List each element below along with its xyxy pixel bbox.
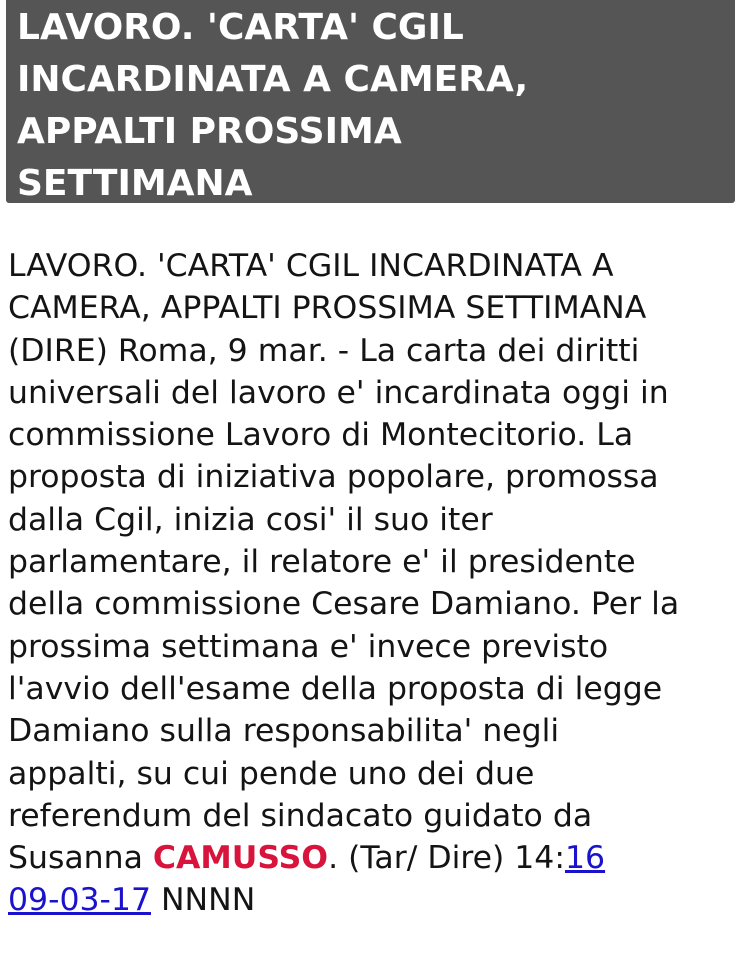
article-line: parlamentare, il relatore e' il presidente <box>8 544 636 581</box>
closing-tail: NNNN <box>150 882 256 919</box>
article-line: dalla Cgil, inizia cosi' il suo iter <box>8 501 493 538</box>
article-line: appalti, su cui pende uno dei due <box>8 755 535 792</box>
article-line: l'avvio dell'esame della proposta di legge <box>8 670 663 707</box>
headline-title <box>17 2 727 210</box>
article-line: prossima settimana e' invece previsto <box>8 628 609 665</box>
closing-text: Susanna <box>8 840 153 877</box>
closing-text: . (Tar/ Dire) 14: <box>328 840 565 877</box>
article-line: universali del lavoro e' incardinata oggi in <box>8 374 669 411</box>
time-link[interactable]: 16 <box>564 840 606 877</box>
article-line-final <box>8 879 736 921</box>
date-link[interactable]: 09-03-17 <box>8 882 151 919</box>
article-line: LAVORO. 'CARTA' CGIL INCARDINATA A <box>8 248 614 284</box>
article-line: commissione Lavoro di Montecitorio. La <box>8 417 634 454</box>
article-line: CAMERA, APPALTI PROSSIMA SETTIMANA <box>8 290 647 327</box>
highlighted-name: CAMUSSO <box>152 840 329 877</box>
article-line: (DIRE) Roma, 9 mar. - La carta dei diritti <box>8 332 640 369</box>
article-line: proposta di iniziativa popolare, promossa <box>8 459 659 496</box>
article-line-closing <box>8 837 736 879</box>
article-body <box>8 245 736 922</box>
headline-banner <box>6 0 735 203</box>
headline-line: INCARDINATA A CAMERA, <box>17 59 529 100</box>
headline-line: APPALTI PROSSIMA <box>17 111 402 152</box>
headline-line: LAVORO. 'CARTA' CGIL <box>17 7 464 48</box>
article-line: referendum del sindacato guidato da <box>8 797 593 834</box>
headline-line: SETTIMANA <box>17 163 253 204</box>
article-line: della commissione Cesare Damiano. Per la <box>8 586 680 623</box>
article-line: Damiano sulla responsabilita' negli <box>8 713 560 750</box>
